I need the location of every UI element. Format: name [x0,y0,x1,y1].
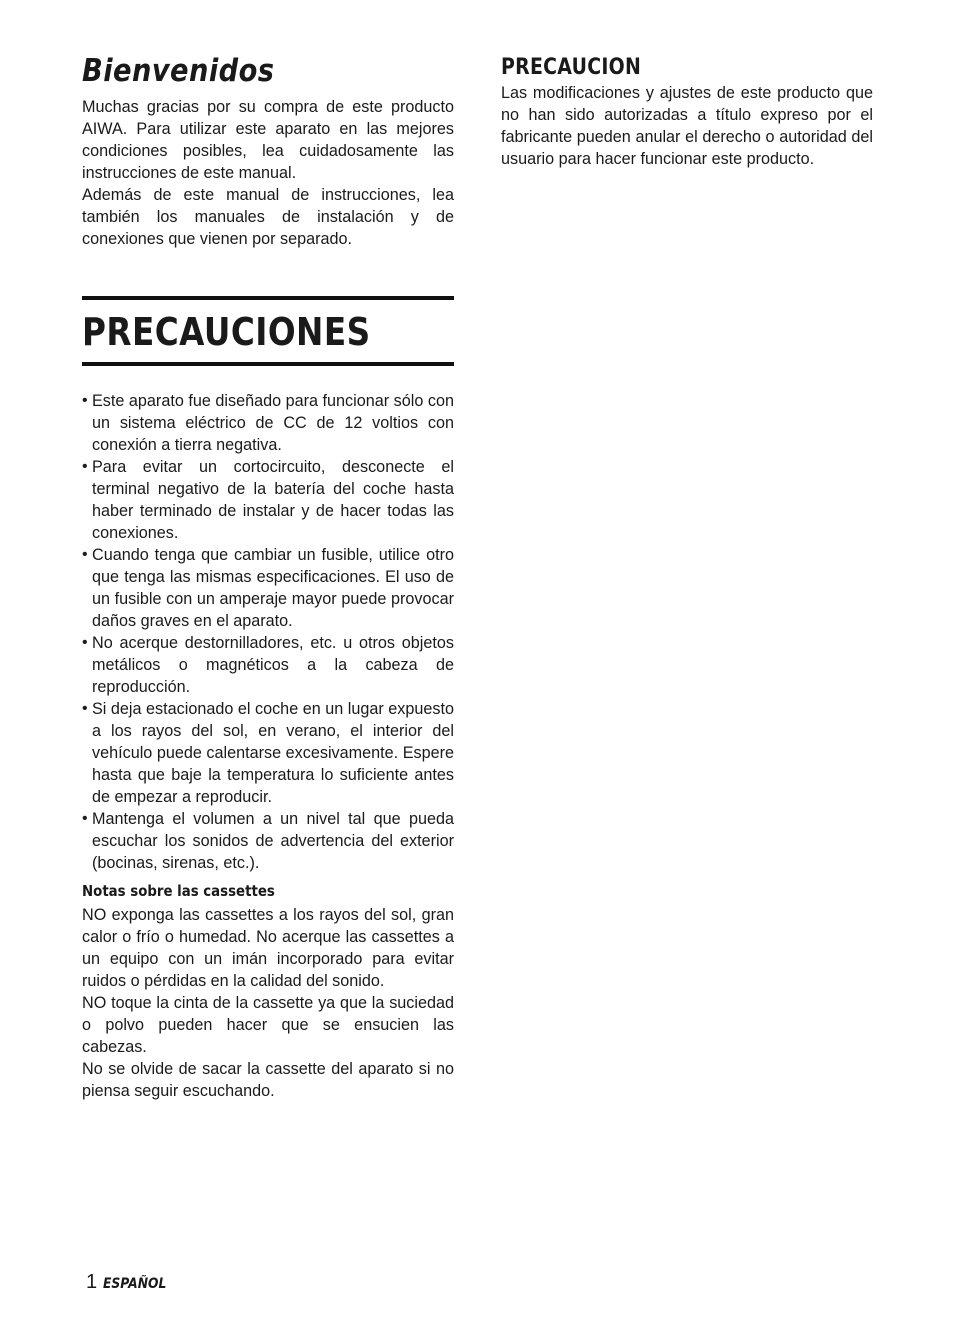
precaucion-text: Las modificaciones y ajustes de este producto que no han sido autorizadas a título expreso por el fabricante pueden anular el derecho o autoridad del usuario para hacer funcionar este producto. [501,84,873,168]
bullet-icon: • [82,634,88,651]
left-column [82,52,454,1102]
language-label: ESPAÑOL [103,1276,167,1292]
section-rule-top [82,296,454,300]
welcome-paragraph-1: Muchas gracias por su compra de este producto AIWA. Para utilizar este aparato en las mejores condiciones posibles, lea cuidadosamente las instrucciones de este manual. [82,98,454,182]
list-item: • Mantenga el volumen a un nivel tal que pueda escuchar los sonidos de advertencia del exterior (bocinas, sirenas, etc.). [82,810,454,872]
cassette-note-1: NO exponga las cassettes a los rayos del sol, gran calor o frío o humedad. No acerque las cassettes a un equipo con un imán incorporado para evitar ruidos o pérdidas en la calidad del sonido. [82,906,454,990]
list-item: • Si deja estacionado el coche en un lugar expuesto a los rayos del sol, en verano, el interior del vehículo puede calentarse excesivamente. Espere hasta que baje la temperatura lo suficiente antes de empezar a reproducir. [82,700,454,806]
right-column [501,54,873,170]
cassette-notes-heading: Notas sobre las cassettes [82,882,275,900]
cassette-note-3: No se olvide de sacar la cassette del aparato si no piensa seguir escuchando. [82,1060,454,1100]
list-item: • Para evitar un cortocircuito, desconecte el terminal negativo de la batería del coche hasta haber terminado de instalar y de hacer todas las conexiones. [82,458,454,542]
page-footer [86,1271,175,1294]
cassette-note-2: NO toque la cinta de la cassette ya que la suciedad o polvo pueden hacer que se ensucien las cabezas. [82,994,454,1056]
bullet-icon: • [82,700,88,717]
precaucion-title: PRECAUCION [501,55,642,80]
welcome-title: Bienvenidos [82,53,275,89]
page-number: 1 [86,1271,98,1293]
precauciones-title: PRECAUCIONES [82,310,371,354]
list-item: • Cuando tenga que cambiar un fusible, utilice otro que tenga las mismas especificaciones. El uso de un fusible con un amperaje mayor puede provocar daños graves en el aparato. [82,546,454,630]
bullet-icon: • [82,810,88,827]
bullet-icon: • [82,546,88,563]
list-item: • Este aparato fue diseñado para funcionar sólo con un sistema eléctrico de CC de 12 voltios con conexión a tierra negativa. [82,392,454,454]
list-item: • No acerque destornilladores, etc. u otros objetos metálicos o magnéticos a la cabeza de reproducción. [82,634,454,696]
welcome-paragraph-2: Además de este manual de instrucciones, lea también los manuales de instalación y de conexiones que vienen por separado. [82,186,454,248]
bullet-icon: • [82,392,88,409]
section-rule-bottom [82,362,454,366]
bullet-icon: • [82,458,88,475]
precauciones-list [82,390,454,874]
